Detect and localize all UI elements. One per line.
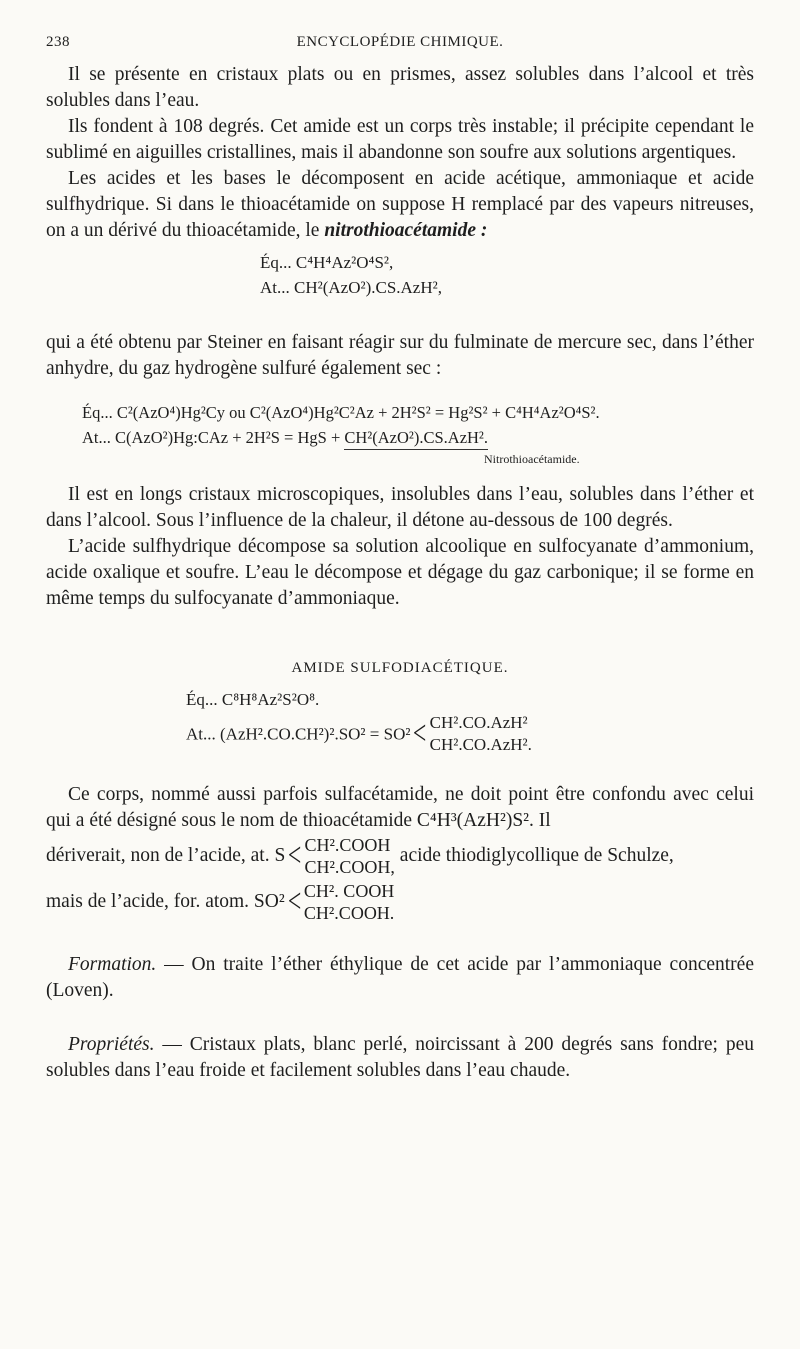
proprietes-text: — Cristaux plats, blanc perlé, noircissant à 200 degrés sans fondre; peu solubles dans l’eau froide et facilement solubles dans l’eau chaude. (46, 1034, 754, 1081)
atomic-formula-line (46, 880, 754, 924)
proprietes-label: Propriétés. (68, 1034, 155, 1055)
branch-top: CH².CO.AzH² (429, 713, 528, 732)
term-nitrothioacetamide: nitrothioacétamide : (324, 220, 488, 241)
derivation-text: dériverait, non de l’acide, at. S (46, 845, 286, 866)
page-number: 238 (46, 34, 70, 50)
derivation-acid-name: acide thiodiglycollique de Schulze, (399, 845, 674, 866)
derivation-top: CH².COOH (304, 835, 391, 855)
paragraph-decomposition (46, 166, 754, 244)
branch-bracket-icon: < (413, 715, 427, 752)
paragraph-steiner: qui a été obtenu par Steiner en faisant réagir sur du fulminate de mercure sec, dans l’éther anhydre, du gaz hydrogène sulfuré également sec : (46, 332, 754, 379)
eq-formula: C⁴H⁴Az²O⁴S², (295, 253, 394, 272)
reaction-eq-label: Éq... (82, 403, 113, 422)
reaction-equations (82, 400, 754, 468)
paragraph-melting: Ils fondent à 108 degrés. Cet amide est un corps très instable; il précipite cependant le sublimé en aiguilles cristallines, mais il abandonne son soufre aux solutions argentiques. (46, 116, 754, 163)
atomic-text: mais de l’acide, for. atom. SO² (46, 891, 285, 912)
product-name: Nitrothioacétamide. (484, 452, 580, 466)
atomic-top: CH². COOH (303, 881, 395, 901)
formation-label: Formation. (68, 954, 157, 975)
paragraph-solubility: Il se présente en cristaux plats ou en prismes, assez solubles dans l’alcool et très solubles dans l’eau. (46, 64, 754, 111)
formula-sulfodiacetique (186, 687, 754, 756)
sulfo-at-label: At... (186, 724, 216, 744)
paragraph-sulfhydric: L’acide sulfhydrique décompose sa solution alcoolique en sulfocyanate d’ammonium, acide oxalique et soufre. L’eau le décompose et dégage du gaz carbonique; il se forme en même temps du sulfocyanate d’ammoniaque. (46, 536, 754, 609)
paragraph-formation (46, 952, 754, 1004)
branch-bracket-icon: < (288, 837, 302, 874)
page-header (46, 32, 754, 62)
sulfo-at-formula: (AzH².CO.CH²)².SO² = SO² (220, 724, 411, 744)
branch-bracket-icon: < (287, 883, 302, 920)
at-label: At... (260, 278, 290, 297)
running-title: ENCYCLOPÉDIE CHIMIQUE. (296, 34, 504, 50)
book-page (46, 32, 754, 1084)
sulfo-eq-formula: C⁸H⁸Az²S²O⁸. (221, 690, 320, 709)
formation-text: — On traite l’éther éthylique de cet acide par l’ammoniaque concentrée (Loven). (46, 954, 754, 1001)
reaction-eq-formula: C²(AzO⁴)Hg²Cy ou C²(AzO⁴)Hg²C²Az + 2H²S² = Hg²S² + C⁴H⁴Az²O⁴S². (116, 403, 600, 422)
paragraph-proprietes (46, 1032, 754, 1084)
derivation-stack (305, 834, 395, 878)
sulfo-eq-label: Éq... (186, 690, 218, 709)
branch-stack (430, 712, 532, 756)
paragraph-crystals: Il est en longs cristaux microscopiques, insolubles dans l’eau, solubles dans l’éther et dans l’alcool. Sous l’influence de la chaleur, il détone au-dessous de 100 degrés. (46, 484, 754, 531)
formula-nitrothioacetamide (260, 250, 754, 300)
at-formula: CH²(AzO²).CS.AzH², (294, 278, 442, 297)
eq-label: Éq... (260, 253, 292, 272)
atomic-bottom: CH².COOH. (303, 903, 395, 923)
derivation-line (46, 834, 754, 878)
derivation-bottom: CH².COOH, (304, 857, 395, 877)
section-title: AMIDE SULFODIACÉTIQUE. (291, 660, 509, 676)
decomposition-text: Les acides et les bases le décomposent en acide acétique, ammoniaque et acide sulfhydrique. Si dans le thioacétamide on suppose H remplacé par des vapeurs nitreuses, on a un dérivé du thioacétamide, le (46, 168, 754, 241)
atomic-stack (304, 880, 394, 924)
reaction-product: CH²(AzO²).CS.AzH². (344, 428, 488, 450)
branch-bottom: CH².CO.AzH². (429, 735, 532, 754)
reaction-at-formula: C(AzO²)Hg:CAz + 2H²S = HgS + (115, 428, 345, 447)
reaction-at-label: At... (82, 428, 111, 447)
paragraph-confusion: Ce corps, nommé aussi parfois sulfacétamide, ne doit point être confondu avec celui qui a été désigné sous le nom de thioacétamide C⁴H³(AzH²)S². Il (46, 784, 754, 831)
